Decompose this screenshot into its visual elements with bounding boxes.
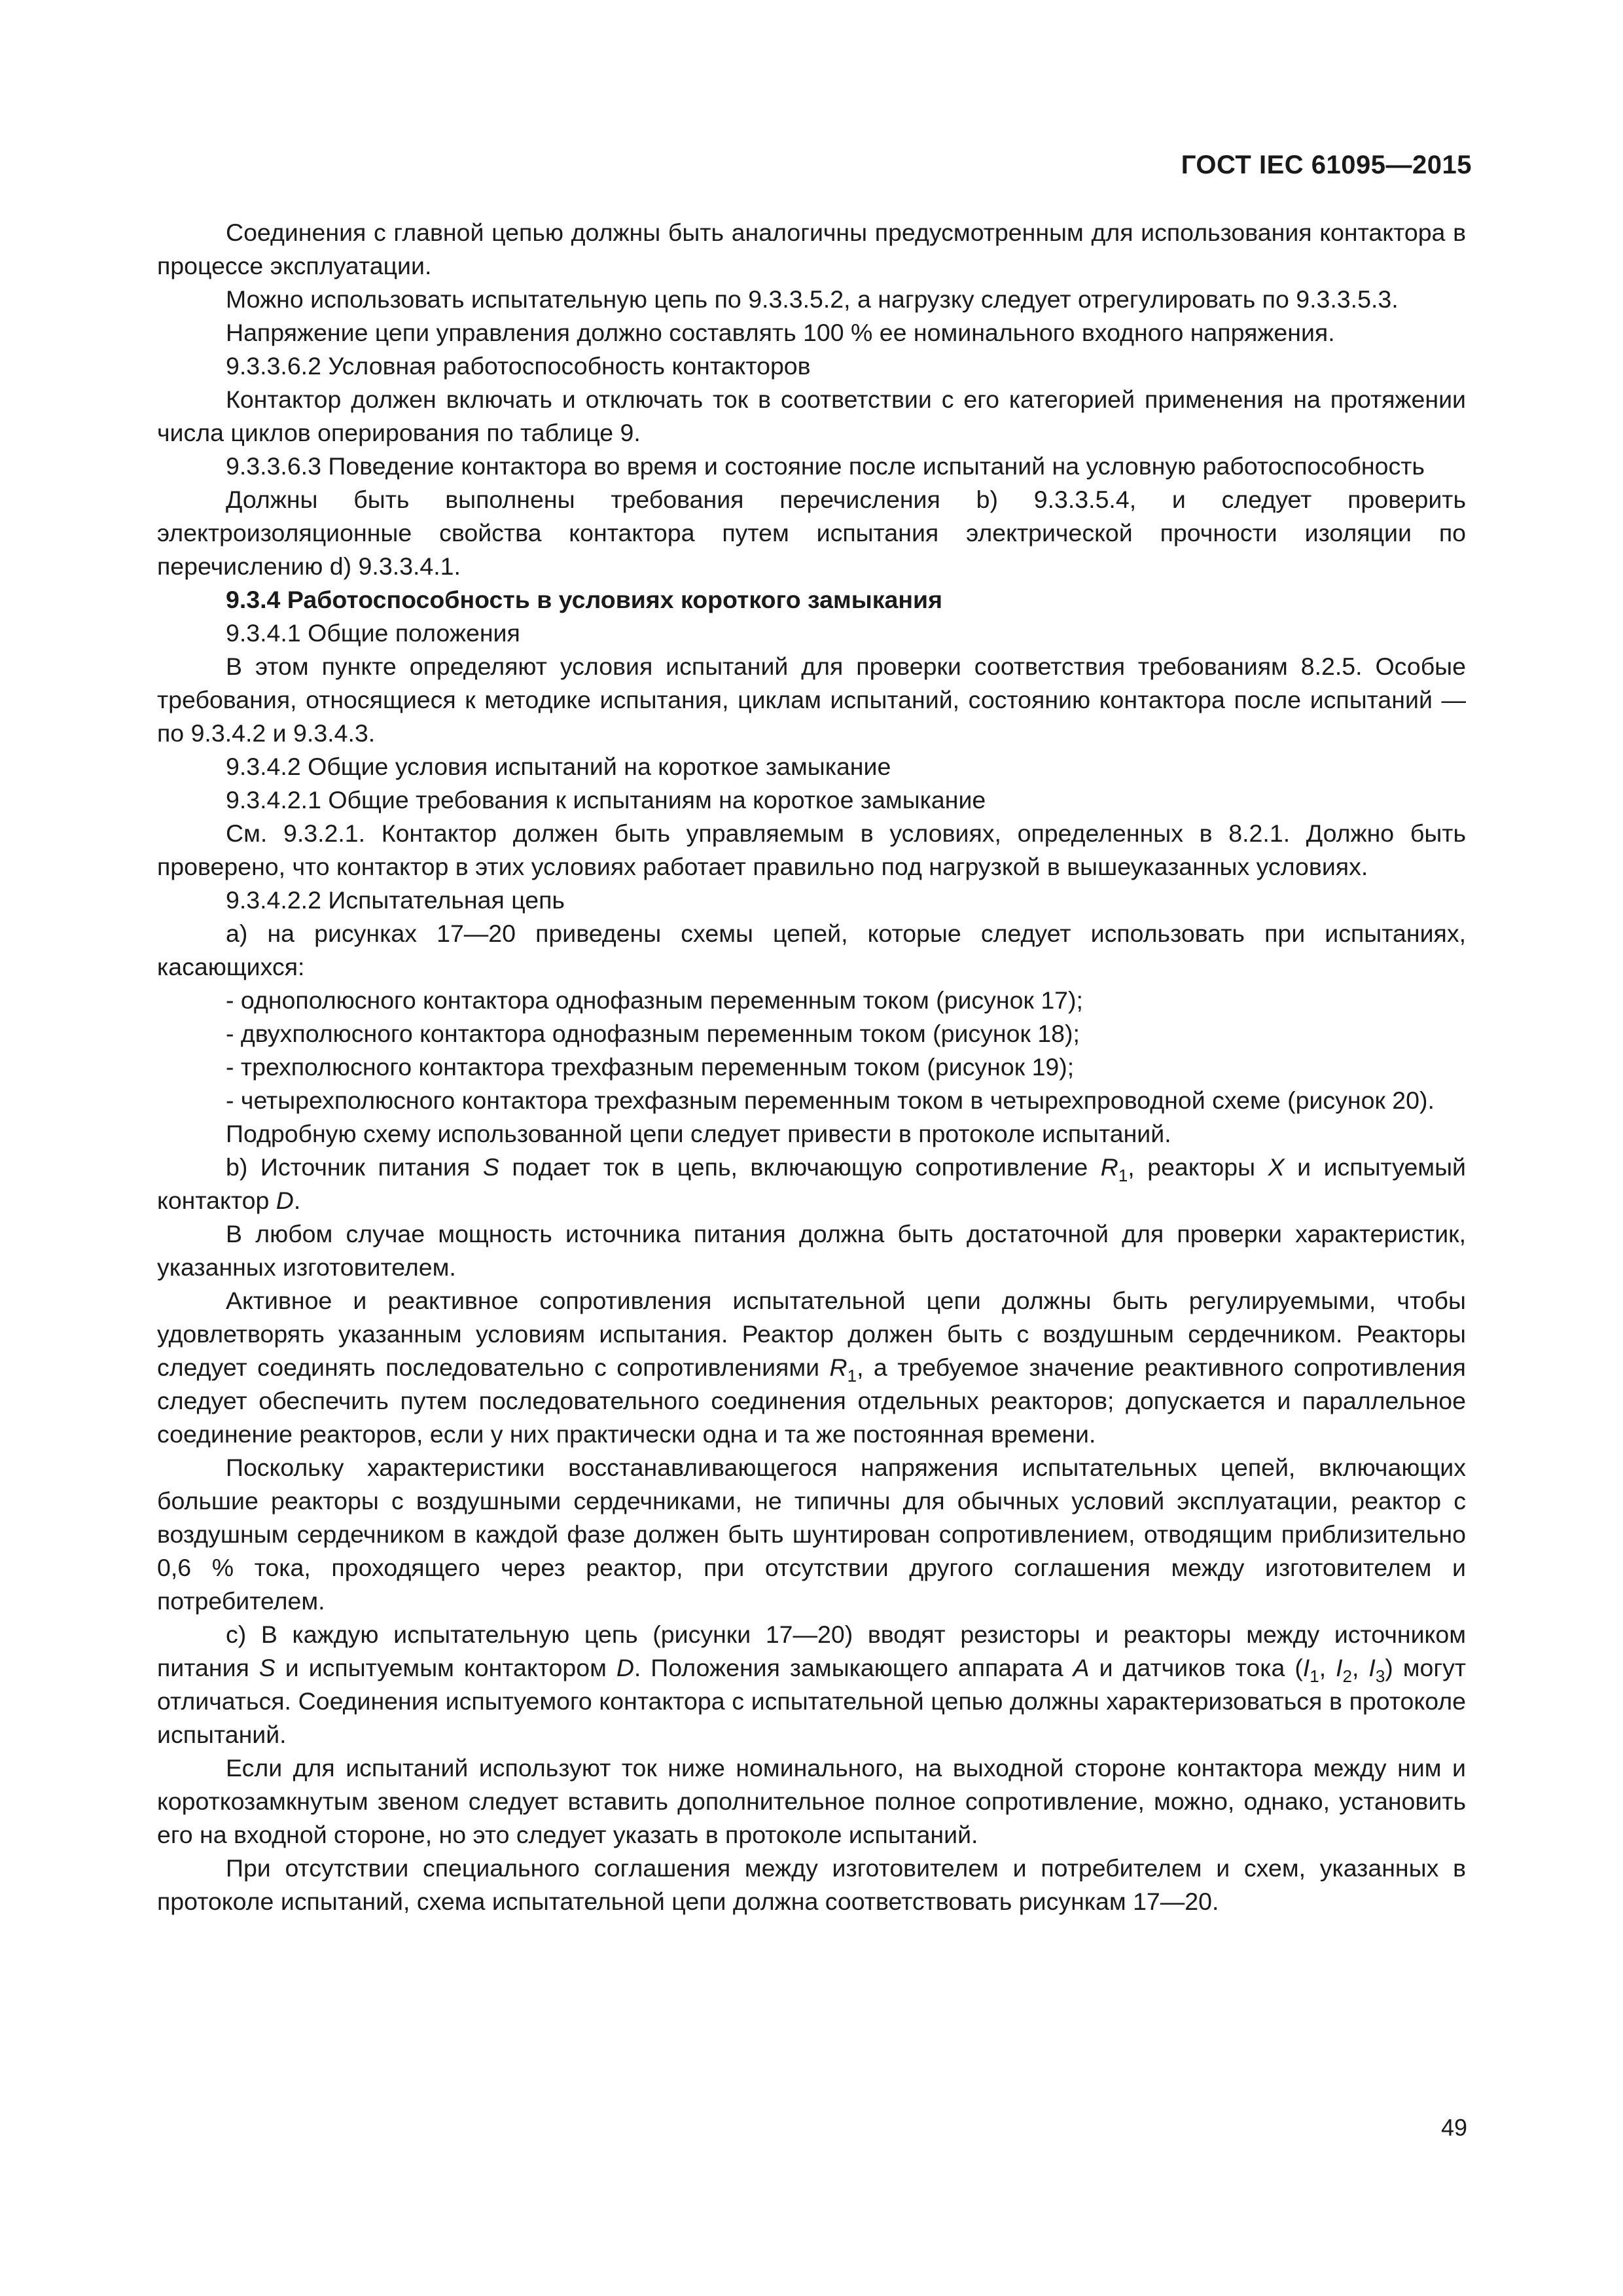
paragraph: В этом пункте определяют условия испытаний для проверки соответствия требованиям 8.2.5. Особые требования, относящиеся к методике испытания, циклам испытаний, состоянию контактора после испытаний — по 9.3.4.2 и 9.3.4.3. <box>157 653 1466 747</box>
paragraph: Контактор должен включать и отключать ток в соответствии с его категорией применения на протяжении числа циклов оперирования по таблице 9. <box>157 386 1466 446</box>
paragraph: Если для испытаний используют ток ниже номинального, на выходной стороне контактора между ним и короткозамкнутым звеном следует вставить дополнительное полное сопротивление, можно, однако, установить его на входной стороне, но это следует указать в протоколе испытаний. <box>157 1754 1466 1848</box>
paragraph: При отсутствии специального соглашения между изготовителем и потребителем и схем, указанных в протоколе испытаний, схема испытательной цепи должна соответствовать рисункам 17—20. <box>157 1854 1466 1915</box>
paragraph: Активное и реактивное сопротивления испытательной цепи должны быть регулируемыми, чтобы удовлетворять указанным условиям испытания. Реактор должен быть с воздушным сердечником. Реакторы следует соединять последовательно с сопротивлениями $R_1$, а требуемое значение реактивного сопротивления следует обеспечить путем последовательного соединения отдельных реакторов; допускается и параллельное соединение реакторов, если у них практически одна и та же постоянная времени. <box>157 1287 1466 1448</box>
list-item: - четырехполюсного контактора трехфазным переменным током в четырехпроводной схеме (рисунок 20). <box>226 1086 1435 1114</box>
list-item: - трехполюсного контактора трехфазным переменным током (рисунок 19); <box>226 1053 1075 1081</box>
paragraph: Подробную схему использованной цепи следует привести в протоколе испытаний. <box>226 1120 1171 1147</box>
section-heading: 9.3.4 Работоспособность в условиях короткого замыкания <box>226 586 942 613</box>
list-item: - однополюсного контактора однофазным переменным током (рисунок 17); <box>226 986 1083 1014</box>
subsection-heading: 9.3.3.6.2 Условная работоспособность контакторов <box>226 352 811 380</box>
subsection-heading: 9.3.4.1 Общие положения <box>226 619 520 647</box>
paragraph: Поскольку характеристики восстанавливающегося напряжения испытательных цепей, включающих большие реакторы с воздушными сердечниками, не типичны для обычных условий эксплуатации, реактор с воздушным сердечником в каждой фазе должен быть шунтирован сопротивлением, отводящим приблизительно 0,6 % тока, проходящего через реактор, при отсутствии другого соглашения между изготовителем и потребителем. <box>157 1454 1466 1615</box>
subsection-heading: 9.3.4.2.1 Общие требования к испытаниям на короткое замыкание <box>226 786 986 814</box>
paragraph: с) В каждую испытательную цепь (рисунки 17—20) вводят резисторы и реакторы между источником питания S и испытуемым контактором D. Положения замыкающего аппарата A и датчиков тока ($I_1$, $I_2$, $I_3$) могут отличаться. Соединения испытуемого контактора с испытательной цепью должны характеризоваться в протоколе испытаний. <box>157 1621 1466 1748</box>
paragraph: Должны быть выполнены требования перечисления b) 9.3.3.5.4, и следует проверить электроизоляционные свойства контактора путем испытания электрической прочности изоляции по перечислению d) 9.3.3.4.1. <box>157 486 1466 580</box>
paragraph: b) Источник питания S подает ток в цепь, включающую сопротивление $R_1$, реакторы X и испытуемый контактор D. <box>157 1153 1466 1214</box>
paragraph: Напряжение цепи управления должно составлять 100 % ее номинального входного напряжения. <box>226 319 1335 346</box>
page-number: 49 <box>1440 2114 1467 2141</box>
paragraph: Соединения с главной цепью должны быть аналогичны предусмотренным для использования контактора в процессе эксплуатации. <box>157 219 1466 279</box>
paragraph: См. 9.3.2.1. Контактор должен быть управляемым в условиях, определенных в 8.2.1. Должно быть проверено, что контактор в этих условиях работает правильно под нагрузкой в вышеуказанных условиях. <box>157 819 1466 880</box>
subsection-heading: 9.3.4.2.2 Испытательная цепь <box>226 886 565 914</box>
standard-header: ГОСТ IEC 61095—2015 <box>1181 151 1472 179</box>
subsection-heading: 9.3.3.6.3 Поведение контактора во время и состояние после испытаний на условную работоспособность <box>226 452 1425 480</box>
paragraph: Можно использовать испытательную цепь по 9.3.3.5.2, а нагрузку следует отрегулировать по 9.3.3.5.3. <box>226 285 1399 313</box>
list-item: - двухполюсного контактора однофазным переменным током (рисунок 18); <box>226 1020 1080 1047</box>
subsection-heading: 9.3.4.2 Общие условия испытаний на короткое замыкание <box>226 753 891 780</box>
paragraph: а) на рисунках 17—20 приведены схемы цепей, которые следует использовать при испытаниях, касающихся: <box>157 920 1466 980</box>
paragraph: В любом случае мощность источника питания должна быть достаточной для проверки характеристик, указанных изготовителем. <box>157 1220 1466 1281</box>
document-body <box>157 216 1466 1918</box>
